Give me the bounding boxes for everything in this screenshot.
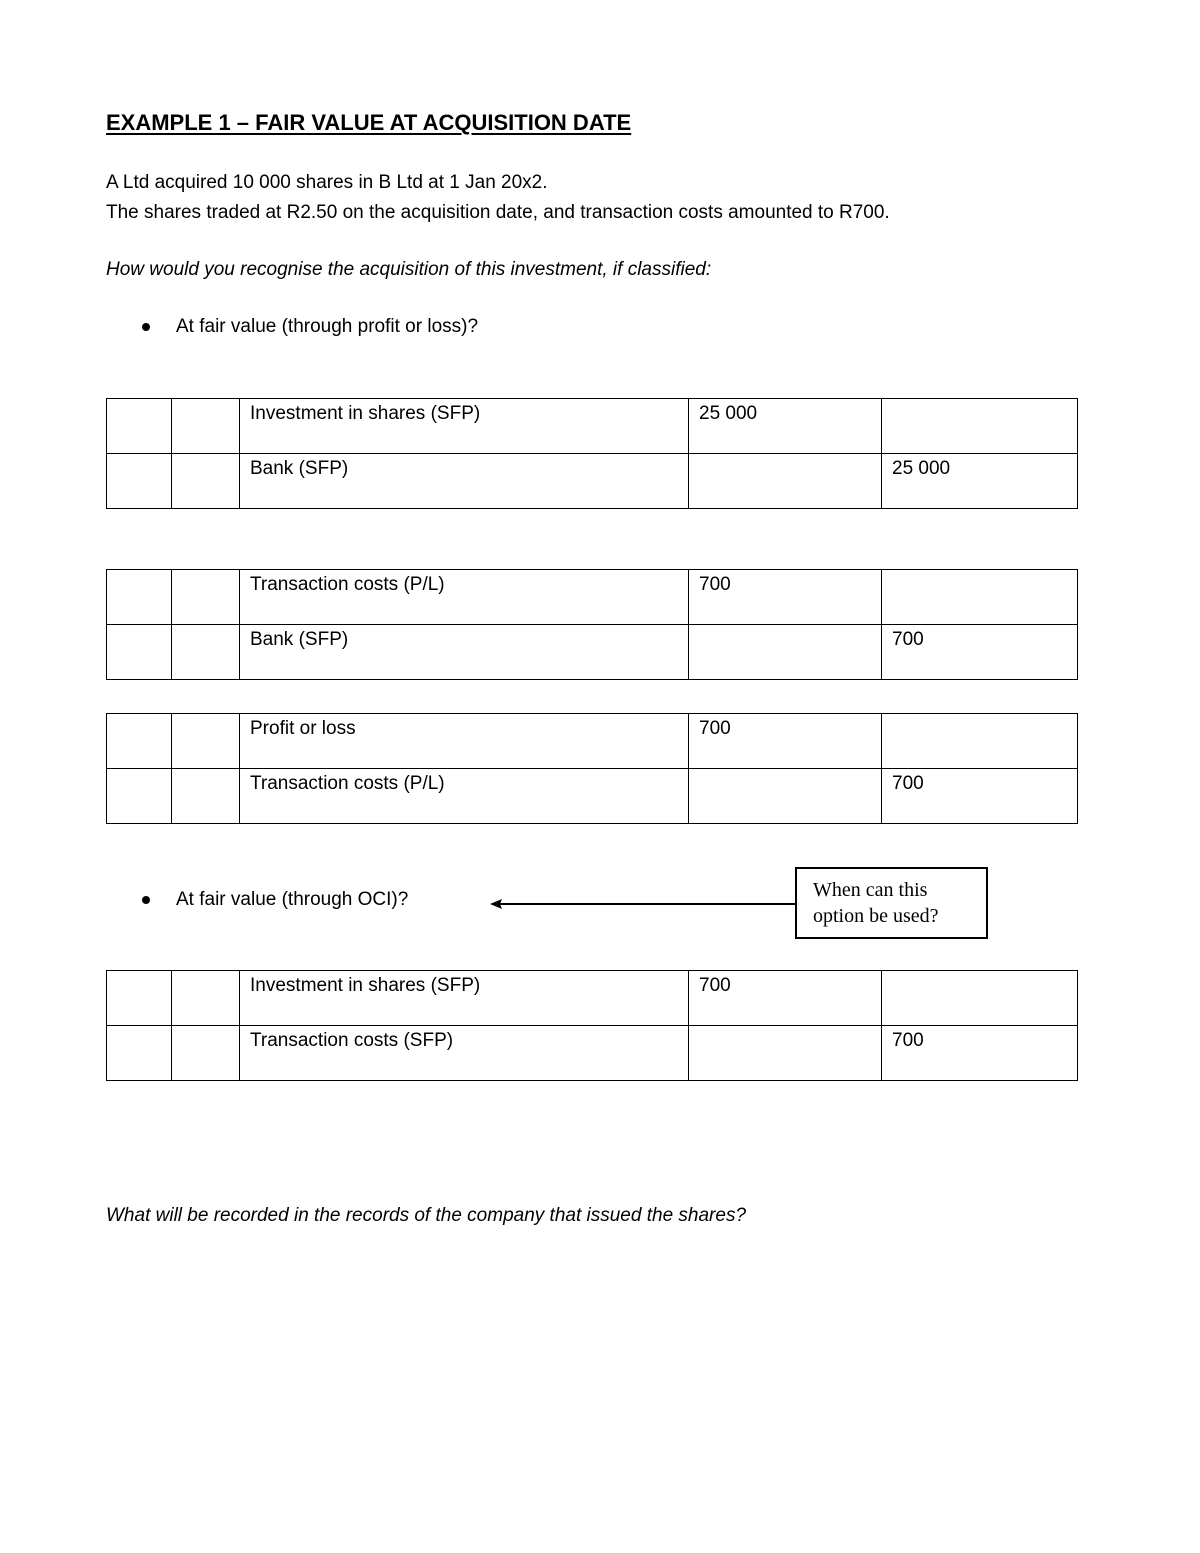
debit-cell: 700 (689, 971, 882, 1026)
table-row (107, 714, 1078, 769)
callout-box (795, 867, 988, 939)
table-row (107, 454, 1078, 509)
date-cell (107, 625, 172, 680)
table-row (107, 769, 1078, 824)
date-cell (107, 1026, 172, 1081)
account-cell: Investment in shares (SFP) (240, 971, 689, 1026)
bullet-fvoci (142, 889, 408, 911)
bullet-fvpl (142, 316, 478, 338)
bullet-dot-icon (142, 896, 150, 904)
ref-cell (172, 570, 240, 625)
debit-cell (689, 454, 882, 509)
page-title: EXAMPLE 1 – FAIR VALUE AT ACQUISITION DATE (106, 110, 632, 135)
account-cell: Bank (SFP) (240, 454, 689, 509)
credit-cell (882, 714, 1078, 769)
date-cell (107, 399, 172, 454)
credit-cell: 700 (882, 1026, 1078, 1081)
debit-cell: 700 (689, 570, 882, 625)
debit-cell (689, 769, 882, 824)
table-row (107, 971, 1078, 1026)
date-cell (107, 714, 172, 769)
table-row (107, 1026, 1078, 1081)
credit-cell (882, 971, 1078, 1026)
ref-cell (172, 714, 240, 769)
table-row (107, 625, 1078, 680)
debit-cell: 700 (689, 714, 882, 769)
question-recognition: How would you recognise the acquisition of this investment, if classified: (106, 259, 712, 280)
date-cell (107, 570, 172, 625)
credit-cell (882, 570, 1078, 625)
ref-cell (172, 769, 240, 824)
account-cell: Transaction costs (P/L) (240, 769, 689, 824)
account-cell: Profit or loss (240, 714, 689, 769)
credit-cell (882, 399, 1078, 454)
callout-line-1: When can this (813, 879, 928, 901)
ref-cell (172, 625, 240, 680)
date-cell (107, 454, 172, 509)
ref-cell (172, 971, 240, 1026)
intro-line-2: The shares traded at R2.50 on the acquisition date, and transaction costs amounted to R700. (106, 202, 890, 223)
bullet-dot-icon (142, 323, 150, 331)
journal-table-3 (106, 713, 1078, 824)
credit-cell: 700 (882, 625, 1078, 680)
ref-cell (172, 1026, 240, 1081)
date-cell (107, 769, 172, 824)
credit-cell: 700 (882, 769, 1078, 824)
table-row (107, 399, 1078, 454)
debit-cell: 25 000 (689, 399, 882, 454)
debit-cell (689, 1026, 882, 1081)
account-cell: Transaction costs (SFP) (240, 1026, 689, 1081)
question-issuer: What will be recorded in the records of the company that issued the shares? (106, 1205, 747, 1226)
account-cell: Transaction costs (P/L) (240, 570, 689, 625)
left-arrow-icon (488, 895, 798, 913)
credit-cell: 25 000 (882, 454, 1078, 509)
debit-cell (689, 625, 882, 680)
intro-line-1: A Ltd acquired 10 000 shares in B Ltd at 1 Jan 20x2. (106, 172, 548, 193)
ref-cell (172, 454, 240, 509)
account-cell: Bank (SFP) (240, 625, 689, 680)
bullet-fvpl-text: At fair value (through profit or loss)? (176, 316, 479, 337)
date-cell (107, 971, 172, 1026)
bullet-fvoci-text: At fair value (through OCI)? (176, 889, 409, 910)
table-row (107, 570, 1078, 625)
account-cell: Investment in shares (SFP) (240, 399, 689, 454)
journal-table-4 (106, 970, 1078, 1081)
journal-table-2 (106, 569, 1078, 680)
callout-line-2: option be used? (813, 905, 939, 927)
journal-table-1 (106, 398, 1078, 509)
ref-cell (172, 399, 240, 454)
